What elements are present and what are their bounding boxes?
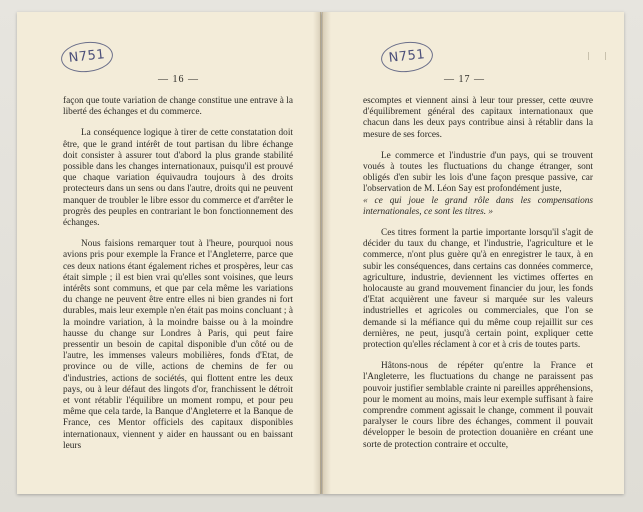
paragraph: escomptes et viennent ainsi à leur tour presser, cette œuvre d'équilibrement général des capitaux internationaux que chacun dans les deux pays contribue ainsi à rétablir dans la mesure de ses forces. bbox=[363, 96, 593, 140]
paragraph: Hâtons-nous de répéter qu'entre la France et l'Angleterre, les fluctuations du change ne paraissent pas pouvoir justifier semblable crainte ni pareilles appréhensions, pour le moment au moins, mais leur exemple suffisant à faire comprendre comment agissait le change, comment il pouvait paralyser le cours libre des échanges, comment il pouvait développer le besoin de protection douanière en créant une sorte de protection contraire et occulte, bbox=[363, 361, 593, 450]
page-number: — 16 — bbox=[158, 74, 199, 85]
page-number: — 17 — bbox=[444, 74, 485, 85]
library-stamp: N751 bbox=[60, 39, 115, 74]
paragraph: façon que toute variation de change constitue une entrave à la liberté des échanges et du commerce. bbox=[63, 96, 293, 118]
paragraph: Nous faisions remarquer tout à l'heure, pourquoi nous avions pris pour exemple la France et l'Angleterre, parce que ces deux nations étant également riches et prospères, leur cas était simple ; il est bien vrai qu'elles sont voisines, que leurs intérêts sont communs, et que par cela même les variations du change ne peuvent être entre elles ni bien grandes ni fort durables, mais leur exemple n'en était pas moins concluant ; à la moindre variation, à la moindre baisse ou à la moindre hausse du change sur Londres à Paris, qui peut faire pressentir un besoin de capital disponible d'un côté ou de l'autre, les immenses valeurs mobilières, fonds d'Etat, de province ou de ville, actions de chemins de fer ou d'industries, actions de sociétés, qui flottent entre les deux pays, ou à leur défaut des lingots d'or, franchissent le détroit et vont rétablir l'équilibre un moment rompu, et pour peu même que cela tarde, la Banque d'Angleterre et la Banque de France, ces Mentor officiels des capitaux disponibles internationaux, viennent y aider en haussant ou en baissant leurs bbox=[63, 239, 293, 451]
page-text bbox=[363, 96, 593, 461]
paragraph: Ces titres forment la partie importante lorsqu'il s'agit de décider du taux du change, et l'industrie, l'agriculture et le commerce, n'ont plus guère qu'à en enregistrer le taux, à en subir les conséquences, dans certains cas données commerce, agriculture, industrie, deviennent les victimes offertes en holocauste au grand mouvement financier du jour, les fonds d'Etat acquièrent une faveur si marquée sur les valeurs industrielles et agricoles ou commerciales, que l'on se demande si la méfiance qui du même coup rejaillit sur ces dernières, ne peut, jusqu'à certain point, expliquer cette protection qu'elles réclament à cor et à cris de toutes parts. bbox=[363, 228, 593, 351]
library-stamp: N751 bbox=[380, 39, 435, 74]
paragraph: Le commerce et l'industrie d'un pays, qui se trouvent voués à toutes les fluctuations du change étranger, sont obligés d'en subir les lois d'une façon presque passive, car l'observation de M. Léon Say est profondément juste, bbox=[363, 150, 593, 195]
paragraph: La conséquence logique à tirer de cette constatation doit être, que le grand intérêt de tout partisan du libre échange doit consister à assurer tout d'abord la plus grande stabilité possible dans les changes internationaux, puisqu'il est prouvé que chaque variation équivaudra toujours à des droits protecteurs dans un sens ou dans l'autre, droits qui ne peuvent manquer de troubler le libre essor du commerce et d'arrêter le progrès des peuples en contrariant le bon fonctionnement des échanges. bbox=[63, 128, 293, 229]
page-text bbox=[63, 96, 293, 462]
quotation: « ce qui joue le grand rôle dans les compensations internationales, ce sont les titres. » bbox=[363, 195, 593, 217]
page-mark bbox=[588, 52, 606, 60]
left-page bbox=[17, 12, 321, 494]
right-page bbox=[322, 12, 624, 494]
